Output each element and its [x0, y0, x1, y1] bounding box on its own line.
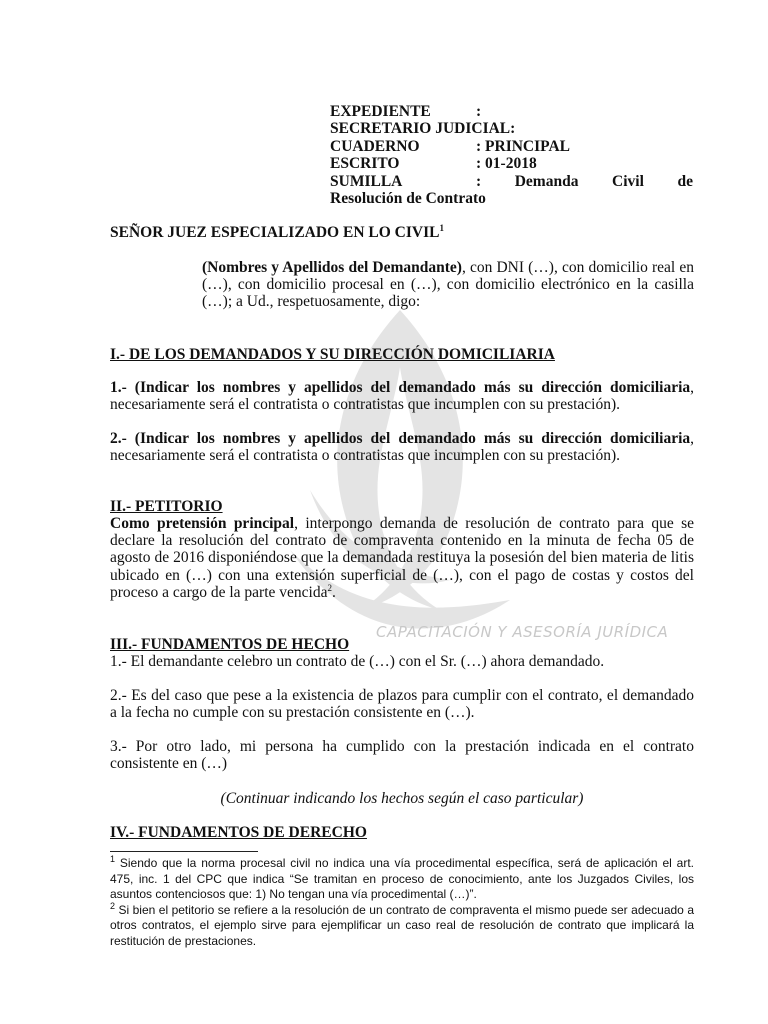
sumilla-row [330, 173, 693, 190]
expediente-value: : [476, 103, 482, 120]
sumilla-line2: Resolución de Contrato [330, 190, 486, 208]
footnote-number: 1 [110, 854, 116, 864]
footnote-1 [110, 856, 694, 903]
watermark-text: CAPACITACIÓN Y ASESORÍA JURÍDICA [376, 623, 669, 641]
addressee [110, 224, 444, 241]
hecho-1: 1.- El demandante celebro un contrato de (…) con el Sr. (…) ahora demandado. [110, 653, 605, 670]
escrito-value: : 01-2018 [476, 155, 537, 173]
item-text: , necesariamente será el contratista o contratistas que incumplen con su prestación). [110, 430, 694, 465]
petitorio-text: , interpongo demanda de resolución de contrato para que se declare la resolución del contrato de compraventa contenido en la minuta de fecha 05 de agosto de 2016 disponiéndose que la demandada restituya la posesión del bien materia de litis ubicado en (…) con una extensión superficial de (…), con el pago de costas y costos del proceso a cargo de la parte vencida [110, 515, 694, 601]
footnote-2 [110, 900, 694, 950]
footnote-text: Siendo que la norma procesal civil no indica una vía procedimental específica, será de aplicación el art. 475, inc. 1 del CPC que indica “Se tramitan en proceso de conocimiento, ante los Juzgados Civiles, los asuntos contenciosos que: 1) No tengan una vía procedimental (…)”. [110, 856, 694, 902]
hecho-2: 2.- Es del caso que pese a la existencia de plazos para cumplir con el contrato, el demandado a la fecha no cumple con su prestación consistente en (…). [110, 687, 694, 722]
secretario-row: SECRETARIO JUDICIAL: [330, 120, 516, 138]
item-bold: 1.- (Indicar los nombres y apellidos del demandado más su dirección domiciliaria [110, 379, 691, 396]
plaintiff-name: (Nombres y Apellidos del Demandante) [202, 259, 462, 276]
section-1-item-1 [110, 379, 694, 413]
case-header [330, 103, 693, 207]
expediente-row [330, 103, 693, 120]
cuaderno-value: : PRINCIPAL [476, 137, 570, 155]
petitorio-bold: Como pretensión principal [110, 515, 295, 532]
cuaderno-row [330, 138, 693, 155]
footnote-divider [110, 851, 258, 852]
sumilla-label: SUMILLA [330, 172, 403, 190]
footnotes [110, 856, 694, 950]
sumilla-word: Civil [612, 172, 644, 190]
footnote-number: 2 [110, 900, 116, 911]
footnote-ref-1[interactable]: 1 [439, 222, 444, 233]
footnote-ref-2[interactable]: 2 [327, 582, 332, 593]
cuaderno-label: CUADERNO [330, 137, 420, 155]
escrito-label: ESCRITO [330, 155, 400, 173]
section-2-title: II.- PETITORIO [110, 498, 223, 515]
item-bold: 2.- (Indicar los nombres y apellidos del demandado más su dirección domiciliaria [110, 430, 691, 447]
addressee-text: SEÑOR JUEZ ESPECIALIZADO EN LO CIVIL [110, 224, 440, 241]
footnote-text: Si bien el petitorio se refiere a la resolución de un contrato de compraventa el mismo puede ser adecuado a otros contratos, el ejemplo sirve para ejemplificar un caso real de resolución de contrato que implicará la restitución de prestaciones. [110, 902, 694, 948]
section-1-title: I.- DE LOS DEMANDADOS Y SU DIRECCIÓN DOMICILIARIA [110, 346, 555, 363]
sumilla-word: Demanda [514, 172, 579, 190]
intro-text: , con DNI (…), con domicilio real en (…), con domicilio procesal en (…), con domicilio electrónico en la casilla (…); a Ud., respetuosamente, digo: [202, 259, 694, 311]
section-4-title: IV.- FUNDAMENTOS DE DERECHO [110, 824, 367, 841]
expediente-label: EXPEDIENTE [330, 103, 431, 120]
petitorio-paragraph [110, 515, 694, 601]
item-text: , necesariamente será el contratista o contratistas que incumplen con su prestación). [110, 379, 694, 414]
intro-paragraph [202, 259, 694, 311]
hecho-3: 3.- Por otro lado, mi persona ha cumplido con la prestación indicada en el contrato consistente en (…) [110, 738, 694, 773]
continuation-note: (Continuar indicando los hechos según el caso particular) [220, 790, 584, 807]
sumilla-colon: : [476, 172, 482, 190]
petitorio-end: . [331, 583, 336, 601]
sumilla-word: de [677, 172, 693, 190]
section-1-item-2 [110, 430, 694, 464]
sumilla-value [476, 173, 693, 190]
escrito-row [330, 155, 693, 172]
section-3-title: III.- FUNDAMENTOS DE HECHO [110, 636, 350, 653]
